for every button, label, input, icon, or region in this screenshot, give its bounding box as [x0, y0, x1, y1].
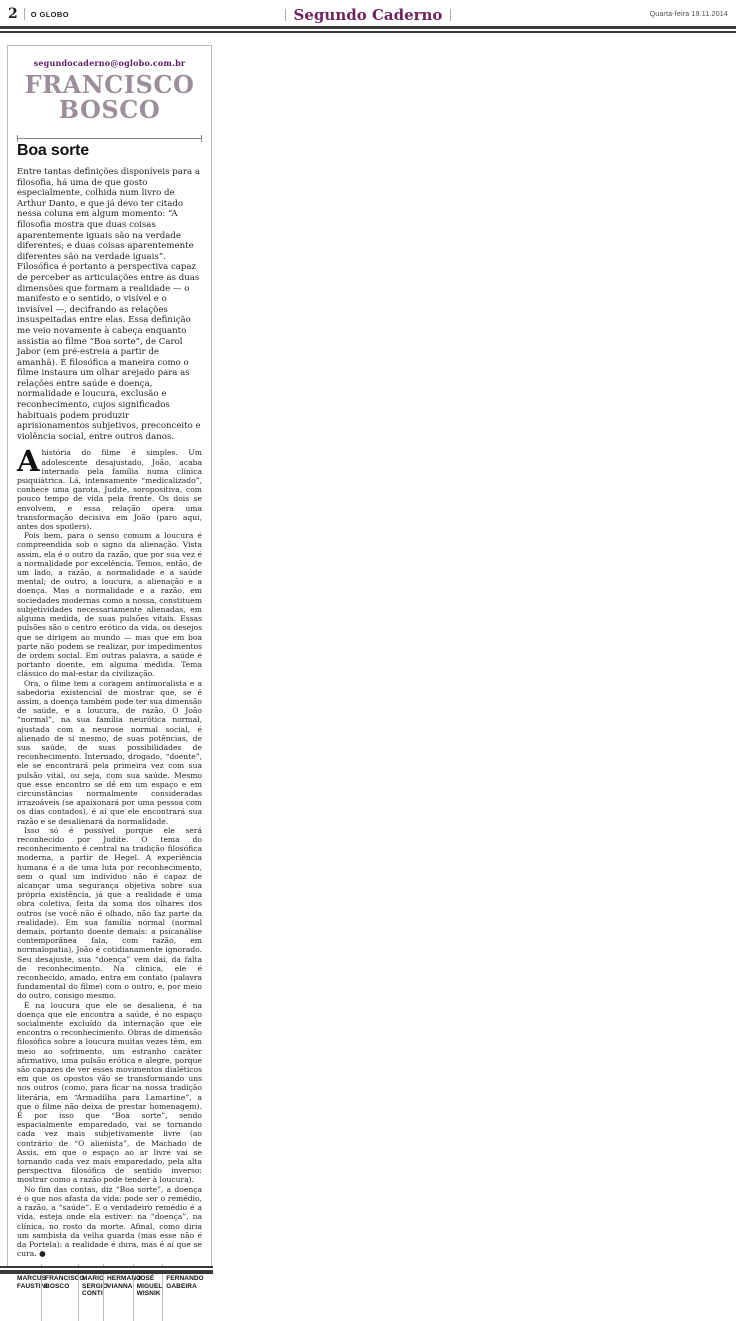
page-bottom-rule — [0, 1266, 213, 1274]
body-paragraph: Ora, o filme tem a coragem antimoralista e a sabedoria existencial de mostrar que, se é assim, a doença também pode ter sua dimensão de saúde, e a loucura, de razão. O João “normal”, na sua família neurótica normal, ajustada com a neurose normal social, é alienado de si mesmo, de suas potências, de sua saúde, de suas possibilidades de reconhecimento. Internado, drogado, “doente”, ele se encontrará pela primeira vez com sua pulsão vital, ou seja, com sua saúde. Mesmo que esse encontro se dê em um espaço e em circunstâncias normalmente consideradas irrazoáveis (se apaixonará por uma pessoa com os dias contados), é aí que ele encontrará sua razão e se desalienará da normalidade. — [17, 678, 202, 826]
edition-date: Quarta-feira 19.11.2014 — [649, 11, 728, 18]
body-paragraph: No fim das contas, diz “Boa sorte”, a doença é o que nos afasta da vida: pode ser o remédio, a razão, a “saúde”. E o verdadeiro remédio é a vida, esteja onde ela estiver: na “doença”, na clínica, no rosto da morte. Afinal, como diria um sambista da velha guarda (mas esse não é da Portela): a realidade é dura, mas é aí que se cura. ● — [17, 1184, 202, 1259]
header-rule — [0, 26, 736, 33]
article-intro: Entre tantas definições disponíveis para a filosofia, há uma de que gosto especialmente, colhida num livro de Arthur Danto, e que já devo ter citado nessa coluna em algum momento: “A filosofia mostra que duas coisas aparentemente iguais são na verdade diferentes; e duas coisas aparentemente diferentes são na verdade iguais”. Filosófica é portanto a perspectiva capaz de perceber as articulações entre as duas dimensões que formam a realidade — o manifesto e o sentido, o visível e o invisível —, decifrando as relações insuspeitadas entre elas. Essa definição me veio novamente à cabeça enquanto assistia ao filme “Boa sorte”, de Carol Jabor (em pré-estreia a partir de amanhã). É filosófica a maneira como o filme instaura um olhar arejado para as relações entre saúde e doença, normalidade e loucura, exclusão e reconhecimento, cujos significados habituais podem produzir aprisionamentos subjetivos, preconceito e violência social, entre outros danos. — [17, 167, 201, 442]
columnist-name: FRANCISCO BOSCO — [24, 70, 195, 124]
section-divider-left — [285, 9, 286, 21]
section-divider-right — [450, 9, 451, 21]
schedule-columnist: HERMANO VIANNA — [107, 1275, 142, 1290]
brand-logo: O GLOBO — [30, 9, 69, 19]
header-center — [0, 7, 736, 23]
column-article — [7, 45, 212, 1298]
article-headline: Boa sorte — [17, 142, 89, 159]
page-header — [0, 6, 736, 26]
body-paragraph: Pois bem, para o senso comum a loucura é compreendida sob o signo da alienação. Vista assim, ela é o outro da razão, que por sua vez é a normalidade por excelência. Temos, então, de um lado, a razão, a normalidade e a saúde mental; de outro, a loucura, a alienação e a doença. Mas a normalidade e a razão, em sociedades modernas como a nossa, constituem subjetividades necessariamente alienadas, em alguma medida, de suas pulsões vitais. Essas pulsões são o centro erótico da vida, os desejos que se dirigem ao mundo — mas que em boa parte não podem se realizar, por impedimentos de ordem social. Em outras palavra, a saúde é portanto doente, em alguma medida. Tema clássico do mal-estar da civilização. — [17, 531, 202, 679]
body-paragraph: É na loucura que ele se desaliena, é na doença que ele encontra a saúde, é no espaço socialmente excluído da internação que ele encontra o reconhecimento. Obras de dimensão filosófica sobre a loucura muitas vezes têm, em meio ao sofrimento, um estranho caráter afirmativo, uma pulsão erótica e alegre, porque são capazes de ver esses movimentos dialéticos em que os opostos vão se transformando uns nos outros (como, para ficar na nossa tradição literária, em “Armadilha para Lamartine”, a que o filme não deixa de prestar homenagem). É por isso que “Boa sorte”, sendo espacialmente emparedado, vai se tornando cada vez mais subjetivamente livre (ao contrário de “O alienista”, de Machado de Assis, em que o espaço ao ar livre vai se tornando cada vez mais emparedado, pela alta perspectiva filosófica de sentido inverso: mostrar como a razão pode tender à loucura). — [17, 1000, 202, 1185]
body-paragraph: Ahistória do filme é simples. Um adolescente desajustado, João, acaba internado pela família numa clínica psiquiátrica. Lá, intensamente “medicalizado”, conhece uma garota, Judite, soropositiva, com pouco tempo de vida pela frente. Os dois se envolvem, e essa relação opera uma transformação decisiva em João (paro aqui, antes dos spoilers). — [17, 444, 202, 532]
page-number: 2 — [8, 6, 18, 22]
schedule-columnist: MARIO SERGIO CONTI — [82, 1275, 108, 1298]
schedule-columnist: MARCUS FAUSTINI — [17, 1275, 48, 1290]
schedule-columnist: JOSÉ MIGUEL WISNIK — [136, 1275, 163, 1298]
section-email-link[interactable]: segundocaderno@oglobo.com.br — [33, 58, 186, 68]
schedule-columnist: FERNANDO GABEIRA — [166, 1275, 204, 1290]
schedule-columnist: FRANCISCO BOSCO — [45, 1275, 85, 1290]
body-paragraph: Isso só é possível porque ele será reconhecido por Judite. O tema do reconhecimento é central na tradição filosófica moderna, a partir de Hegel. A experiência humana é a de uma luta por reconhecimento, sem o qual um indivíduo não é capaz de alcançar uma segurança objetiva sobre sua própria existência, já que a realidade é uma obra coletiva, feita da soma dos olhares dos outros (se você não é olhado, não faz parte da realidade). Em sua família normal (normal demais, portanto doente demais: a psicanálise contemporânea fala, com razão, em normalopatia), João é cotidianamente ignorado. Seu desajuste, sua “doença” vem daí, da falta de reconhecimento. Na clínica, ele é reconhecido, amado, entra em contato (palavra fundamental do filme) com o outro, e, por meio do outro, consigo mesmo. — [17, 825, 202, 1001]
drop-cap: A — [17, 444, 40, 479]
article-body — [17, 444, 202, 1259]
section-title: Segundo Caderno — [293, 6, 443, 24]
